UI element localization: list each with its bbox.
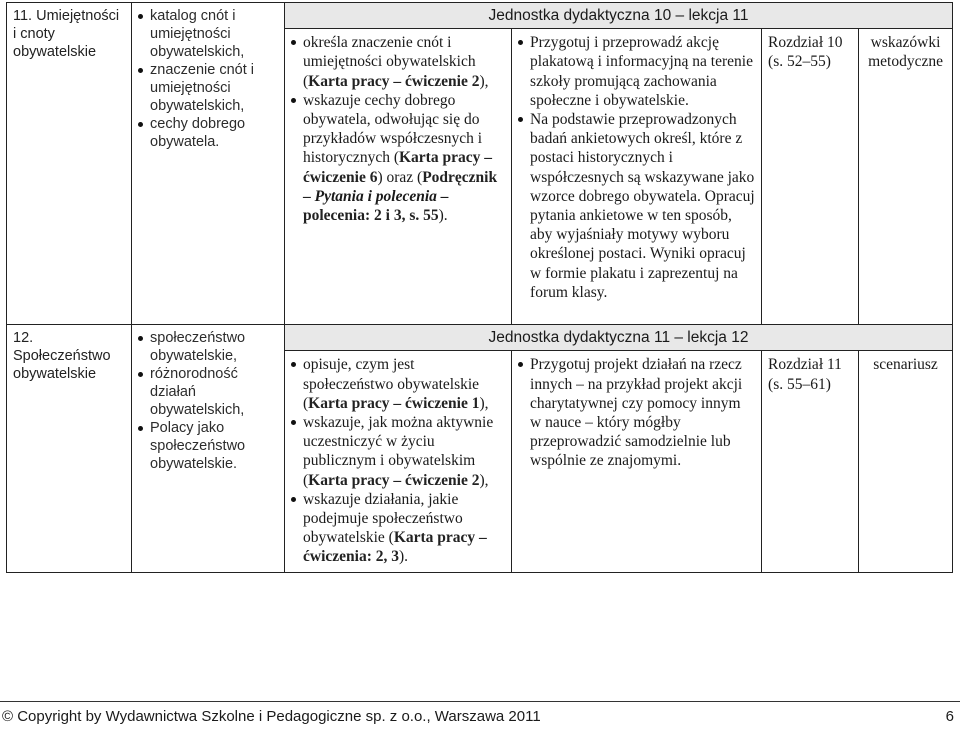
list-item: cechy dobrego obywatela. bbox=[138, 115, 278, 151]
content-cell bbox=[132, 325, 285, 573]
chapter-cell: Rozdział 10 (s. 52–55) bbox=[762, 29, 859, 325]
list-item: znaczenie cnót i umiejętności obywatelskich, bbox=[138, 61, 278, 115]
list-item: wskazuje, jak można aktywnie uczestniczyć w życiu publicznym i obywatelskim (Karta pracy – ćwiczenie 2), bbox=[291, 413, 505, 490]
unit-header: Jednostka dydaktyczna 10 – lekcja 11 bbox=[285, 3, 953, 29]
list-item: określa znaczenie cnót i umiejętności obywatelskich (Karta pracy – ćwiczenie 2), bbox=[291, 33, 505, 91]
unit-header: Jednostka dydaktyczna 11 – lekcja 12 bbox=[285, 325, 953, 351]
list-item: Przygotuj i przeprowadź akcję plakatową i informacyjną na terenie szkoły promującą zachowania społeczne i obywatelskie. bbox=[518, 33, 755, 110]
page-footer bbox=[0, 701, 960, 729]
list-item: wskazuje działania, jakie podejmuje społeczeństwo obywatelskie (Karta pracy – ćwiczenia: 2, 3). bbox=[291, 490, 505, 567]
chapter-cell: Rozdział 11 (s. 55–61) bbox=[762, 351, 859, 573]
lesson-plan-table bbox=[6, 2, 953, 573]
content-cell bbox=[132, 3, 285, 325]
page-number: 6 bbox=[945, 708, 954, 725]
tasks-cell bbox=[512, 29, 762, 325]
list-item: różnorodność działań obywatelskich, bbox=[138, 365, 278, 419]
list-item: katalog cnót i umiejętności obywatelskich, bbox=[138, 7, 278, 61]
materials-cell: scenariusz bbox=[859, 351, 953, 573]
list-item: Przygotuj projekt działań na rzecz innych – na przykład projekt akcji charytatywnej czy pomocy innym w nauce – który mógłby przeprowadzić samodzielnie lub wspólnie ze znajomymi. bbox=[518, 355, 755, 470]
list-item: Polacy jako społeczeństwo obywatelskie. bbox=[138, 419, 278, 473]
list-item: społeczeństwo obywatelskie, bbox=[138, 329, 278, 365]
materials-cell: wskazówki metodyczne bbox=[859, 29, 953, 325]
topic-cell: 11. Umiejętności i cnoty obywatelskie bbox=[7, 3, 132, 325]
list-item: wskazuje cechy dobrego obywatela, odwołując się do przykładów współczesnych i historycznych (Karta pracy – ćwiczenie 6) oraz (Podręcznik – Pytania i polecenia – polecenia: 2 i 3, s. 55). bbox=[291, 91, 505, 225]
tasks-cell bbox=[512, 351, 762, 573]
list-item: opisuje, czym jest społeczeństwo obywatelskie (Karta pracy – ćwiczenie 1), bbox=[291, 355, 505, 413]
topic-cell: 12. Społeczeństwo obywatelskie bbox=[7, 325, 132, 573]
goals-cell bbox=[285, 29, 512, 325]
list-item: Na podstawie przeprowadzonych badań ankietowych określ, które z postaci historycznych i współczesnych są wskazywane jako wzorce dobrego obywatela. Opracuj pytania ankietowe w ten sposób, aby wyjaśniały motywy wyboru określonej postaci. Wyniki opracuj w formie plakatu i zaprezentuj na forum klasy. bbox=[518, 110, 755, 302]
goals-cell bbox=[285, 351, 512, 573]
copyright-text: © Copyright by Wydawnictwa Szkolne i Pedagogiczne sp. z o.o., Warszawa 2011 bbox=[2, 708, 541, 725]
